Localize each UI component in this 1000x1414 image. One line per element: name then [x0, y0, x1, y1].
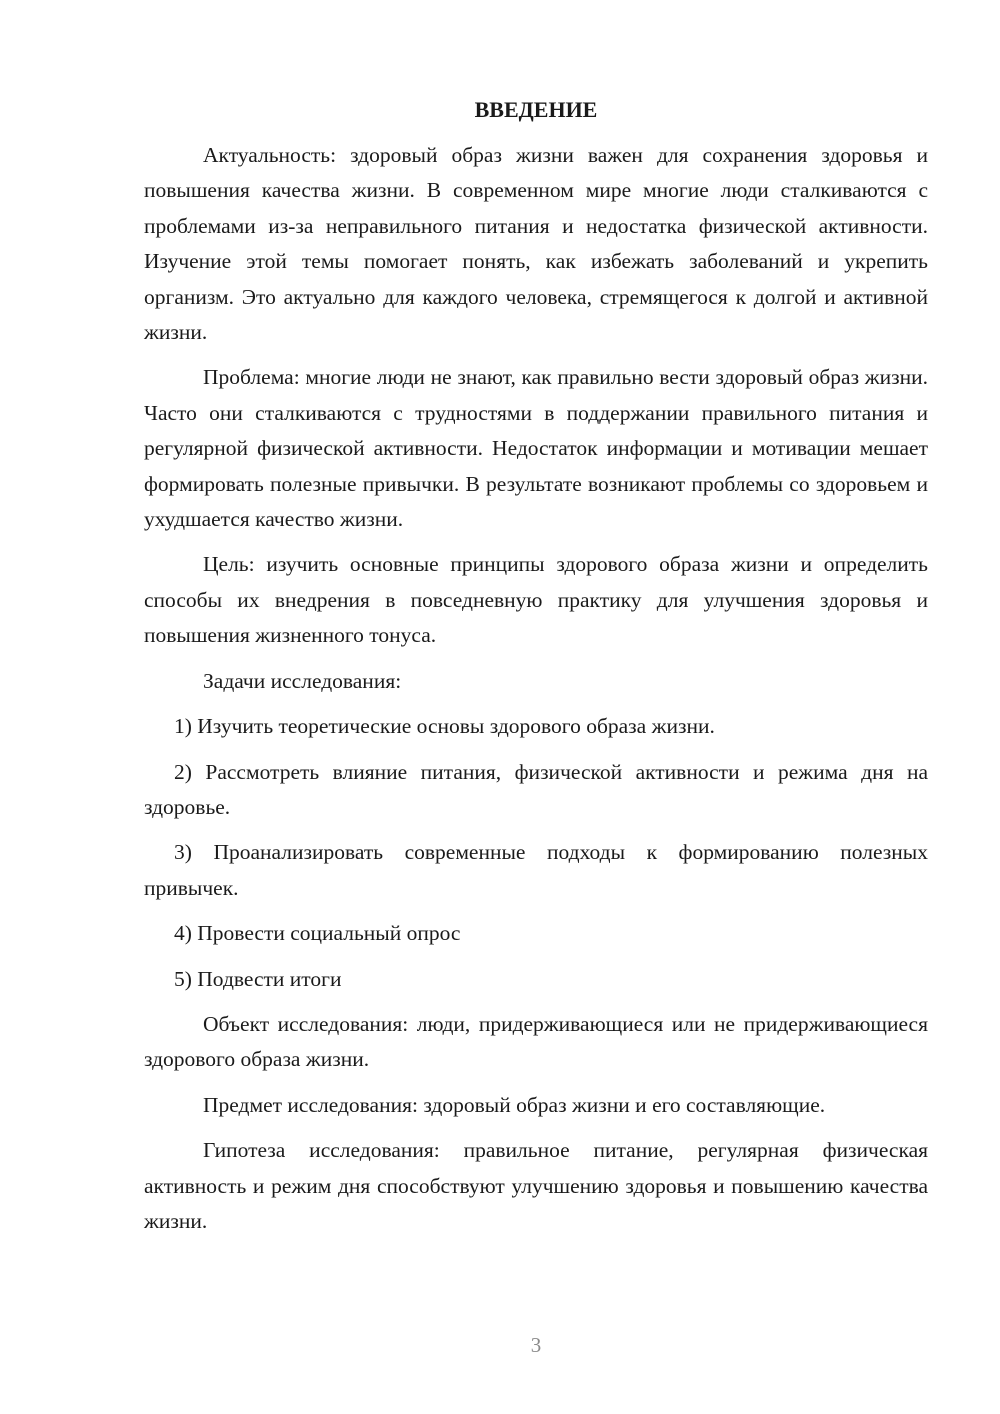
page-number: 3	[530, 1333, 542, 1357]
relevance-paragraph: Актуальность: здоровый образ жизни важен для сохранения здоровья и повышения качества жизни. В современном мире многие люди сталкиваются с проблемами из-за неправильного питания и недостатка физической активности. Изучение этой темы помогает понять, как избежать заболеваний и укрепить организм. Это актуально для каждого человека, стремящегося к долгой и активной жизни.	[144, 143, 928, 345]
task-item-1: 1) Изучить теоретические основы здорового образа жизни.	[174, 714, 715, 739]
task-item-5: 5) Подвести итоги	[174, 966, 342, 991]
task-item-2: 2) Рассмотреть влияние питания, физической активности и режима дня на здоровье.	[144, 759, 928, 819]
page-title: ВВЕДЕНИЕ	[474, 97, 598, 122]
task-item-4: 4) Провести социальный опрос	[174, 921, 461, 946]
subject-paragraph: Предмет исследования: здоровый образ жизни и его составляющие.	[203, 1092, 826, 1117]
tasks-heading: Задачи исследования:	[203, 668, 402, 693]
problem-paragraph: Проблема: многие люди не знают, как правильно вести здоровый образ жизни. Часто они сталкиваются с трудностями в поддержании правильного питания и регулярной физической активности. Недостаток информации и мотивации мешает формировать полезные привычки. В результате возникают проблемы со здоровьем и ухудшается качество жизни.	[144, 365, 928, 532]
goal-paragraph: Цель: изучить основные принципы здорового образа жизни и определить способы их внедрения в повседневную практику для улучшения здоровья и повышения жизненного тонуса.	[144, 552, 928, 648]
object-paragraph: Объект исследования: люди, придерживающиеся или не придерживающиеся здорового образа жизни.	[144, 1011, 928, 1072]
document-page	[144, 96, 928, 1249]
task-item-3: 3) Проанализировать современные подходы к формированию полезных привычек.	[144, 840, 928, 900]
hypothesis-paragraph: Гипотеза исследования: правильное питание, регулярная физическая активность и режим дня способствуют улучшению здоровья и повышению качества жизни.	[144, 1138, 928, 1233]
